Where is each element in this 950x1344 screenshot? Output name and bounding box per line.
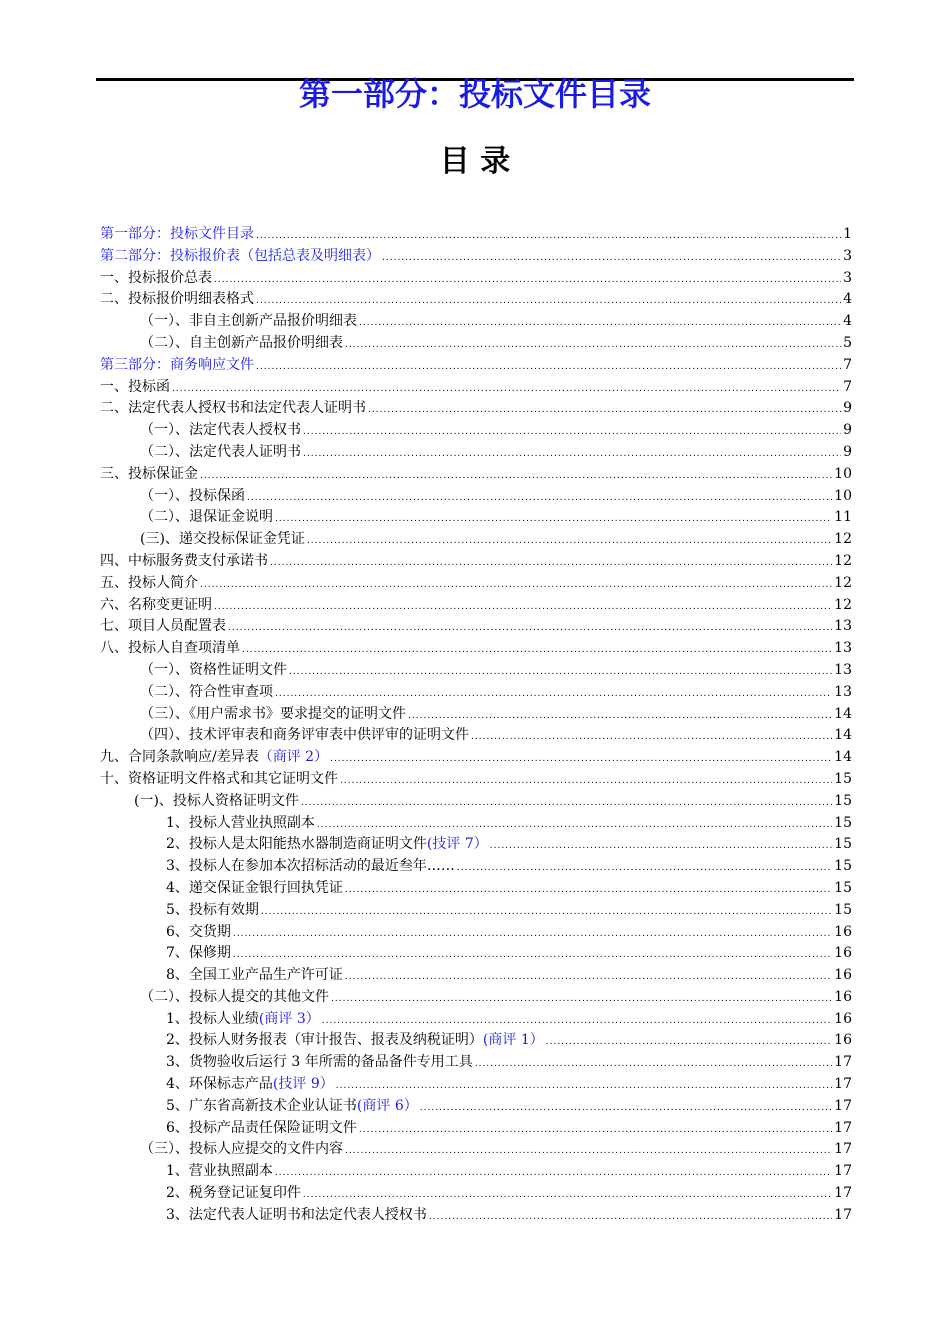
toc-entry-title: 1、营业执照副本 — [166, 1163, 273, 1180]
toc-dot-leader — [382, 248, 841, 270]
toc-page-number: 14 — [834, 705, 852, 722]
toc-entry-note: (商评 6） — [356, 1097, 418, 1114]
toc-entry[interactable] — [100, 704, 852, 726]
toc-page-number: 14 — [834, 749, 852, 766]
toc-dot-leader — [420, 1098, 832, 1120]
toc-entry-title: 第三部分：商务响应文件 — [100, 356, 254, 373]
toc-entry-title: 二、投标报价明细表格式 — [100, 291, 254, 308]
toc-page-number: 1 — [843, 226, 852, 242]
toc-page-number: 14 — [834, 727, 852, 744]
toc-entry-title: 5、投标有效期 — [166, 901, 259, 918]
toc-entry-title: (一)、投标人资格证明文件 — [134, 792, 299, 809]
toc-dot-leader — [270, 553, 832, 575]
toc-dot-leader — [307, 531, 832, 553]
toc-dot-leader — [228, 618, 832, 640]
toc-entry-title: 第二部分：投标报价表（包括总表及明细表） — [100, 247, 380, 264]
toc-dot-leader — [317, 815, 832, 837]
toc-heading: 目 录 — [439, 144, 511, 179]
toc-page-number: 17 — [834, 1097, 852, 1114]
toc-dot-leader — [275, 509, 832, 531]
toc-entry[interactable] — [100, 943, 852, 965]
toc-page-number: 17 — [834, 1163, 852, 1180]
toc-entry[interactable] — [100, 922, 852, 944]
toc-page-number: 17 — [834, 1206, 852, 1223]
toc-dot-leader — [546, 1032, 832, 1054]
toc-dot-leader — [242, 640, 832, 662]
toc-page-number: 17 — [834, 1119, 852, 1136]
toc-page-number: 15 — [834, 814, 852, 831]
toc-entry[interactable] — [100, 1139, 852, 1161]
toc-entry[interactable] — [100, 595, 852, 617]
toc-entry[interactable] — [100, 551, 852, 573]
toc-page-number: 9 — [843, 400, 852, 417]
toc-entry[interactable] — [100, 268, 852, 290]
toc-entry-title: 3、法定代表人证明书和法定代表人授权书 — [166, 1206, 427, 1223]
toc-dot-leader — [345, 967, 832, 989]
toc-entry-title: 2、税务登记证复印件 — [166, 1185, 301, 1202]
toc-entry[interactable] — [100, 442, 852, 464]
toc-page-number: 10 — [834, 465, 852, 482]
toc-page-number: 3 — [843, 247, 852, 264]
toc-entry-note: (商评 1） — [482, 1032, 544, 1049]
toc-entry[interactable] — [100, 1074, 852, 1096]
toc-page-number: 10 — [834, 487, 852, 504]
toc-page-number: 16 — [834, 923, 852, 940]
toc-entry[interactable] — [100, 573, 852, 595]
toc-dot-leader — [457, 858, 832, 880]
toc-page-number: 5 — [843, 334, 852, 351]
toc-entry-title: 十、资格证明文件格式和其它证明文件 — [100, 770, 338, 787]
toc-dot-leader — [275, 684, 832, 706]
toc-page-number: 17 — [834, 1141, 852, 1158]
toc-page-number: 15 — [834, 858, 852, 875]
toc-dot-leader — [256, 226, 841, 248]
toc-page-number: 17 — [834, 1185, 852, 1202]
toc-page-number: 9 — [843, 422, 852, 439]
toc-entry-title: 六、名称变更证明 — [100, 596, 212, 613]
toc-page-number: 12 — [834, 552, 852, 569]
toc-page-number: 16 — [834, 1010, 852, 1027]
toc-entry[interactable] — [100, 813, 852, 835]
toc-entry-title: 6、投标产品责任保险证明文件 — [166, 1119, 357, 1136]
toc-entry-title: （一）、法定代表人授权书 — [140, 422, 301, 439]
toc-page-number: 12 — [834, 596, 852, 613]
toc-entry[interactable] — [100, 333, 852, 355]
toc-entry-title: 3、投标人在参加本次招标活动的最近叁年…… — [166, 858, 455, 875]
toc-dot-leader — [256, 291, 841, 313]
toc-dot-leader — [336, 1076, 832, 1098]
toc-page-number: 16 — [834, 945, 852, 962]
toc-entry-title: 2、投标人是太阳能热水器制造商证明文件 — [166, 836, 427, 853]
toc-entry-title: 一、投标报价总表 — [100, 269, 212, 286]
toc-dot-leader — [368, 400, 841, 422]
toc-entry[interactable] — [100, 878, 852, 900]
toc-entry-title: 4、环保标志产品 — [166, 1076, 273, 1093]
toc-page-number: 12 — [834, 531, 852, 548]
toc-entry-title: 1、投标人营业执照副本 — [166, 814, 315, 831]
toc-page-number: 7 — [843, 378, 852, 395]
toc-entry-title: （二）、法定代表人证明书 — [140, 443, 301, 460]
toc-entry[interactable] — [100, 660, 852, 682]
toc-entry-title: 三、投标保证金 — [100, 465, 198, 482]
toc-entry[interactable] — [100, 900, 852, 922]
toc-entry[interactable] — [100, 398, 852, 420]
toc-page-number: 13 — [834, 640, 852, 657]
toc-page-number: 15 — [834, 792, 852, 809]
toc-entry-title: （二）、自主创新产品报价明细表 — [140, 334, 343, 351]
toc-entry-note: (技评 7） — [426, 836, 488, 853]
toc-dot-leader — [345, 335, 841, 357]
toc-dot-leader — [340, 771, 832, 793]
toc-dot-leader — [471, 727, 832, 749]
toc-dot-leader — [247, 488, 832, 510]
toc-entry-title: （一）、投标保函 — [140, 487, 245, 504]
toc-dot-leader — [330, 749, 832, 771]
toc-dot-leader — [429, 1207, 832, 1229]
toc-entry-title: 1、投标人业绩 — [166, 1010, 259, 1027]
toc-entry[interactable] — [100, 1030, 852, 1052]
toc-entry[interactable] — [100, 638, 852, 660]
toc-entry[interactable] — [100, 1009, 852, 1031]
toc-entry-title: （一）、非自主创新产品报价明细表 — [140, 313, 357, 330]
toc-entry-title: 4、递交保证金银行回执凭证 — [166, 879, 343, 896]
toc-dot-leader — [275, 1163, 832, 1185]
table-of-contents — [100, 224, 852, 1227]
toc-entry-title: 2、投标人财务报表（审计报告、报表及纳税证明） — [166, 1032, 483, 1049]
toc-page-number: 11 — [834, 509, 852, 526]
toc-dot-leader — [261, 902, 832, 924]
toc-entry[interactable] — [100, 791, 852, 813]
toc-dot-leader — [214, 270, 841, 292]
toc-entry-title: （一）、资格性证明文件 — [140, 661, 287, 678]
toc-page-number: 12 — [834, 574, 852, 591]
toc-entry-title: （二）、投标人提交的其他文件 — [140, 988, 329, 1005]
toc-dot-leader — [475, 1054, 832, 1076]
toc-entry-note: (技评 9） — [272, 1076, 334, 1093]
toc-entry-title: 四、中标服务费支付承诺书 — [100, 552, 268, 569]
toc-dot-leader — [172, 379, 841, 401]
toc-entry[interactable] — [100, 464, 852, 486]
toc-dot-leader — [303, 1185, 832, 1207]
toc-entry[interactable] — [100, 725, 852, 747]
toc-page-number: 15 — [834, 770, 852, 787]
toc-entry[interactable] — [100, 987, 852, 1009]
toc-entry[interactable] — [100, 289, 852, 311]
toc-entry[interactable] — [100, 616, 852, 638]
toc-entry[interactable] — [100, 377, 852, 399]
toc-page-number: 17 — [834, 1076, 852, 1093]
toc-entry-title: （三）、投标人应提交的文件内容 — [140, 1141, 343, 1158]
toc-dot-leader — [345, 880, 832, 902]
toc-entry-title: 一、投标函 — [100, 378, 170, 395]
toc-entry[interactable] — [100, 1052, 852, 1074]
toc-dot-leader — [200, 466, 832, 488]
toc-dot-leader — [359, 313, 841, 335]
toc-entry[interactable] — [100, 769, 852, 791]
toc-entry-title: （二）、退保证金说明 — [140, 509, 273, 526]
toc-dot-leader — [490, 836, 832, 858]
toc-entry-note: (商评 3） — [258, 1010, 320, 1027]
toc-entry[interactable] — [100, 856, 852, 878]
toc-entry[interactable] — [100, 834, 852, 856]
toc-dot-leader — [301, 793, 832, 815]
toc-page-number: 9 — [843, 443, 852, 460]
toc-dot-leader — [233, 924, 832, 946]
toc-entry-title: 3、货物验收后运行 3 年所需的备品备件专用工具 — [166, 1054, 473, 1071]
toc-entry-title: 五、投标人简介 — [100, 574, 198, 591]
toc-entry-title: （二）、符合性审查项 — [140, 683, 273, 700]
toc-dot-leader — [331, 989, 832, 1011]
toc-dot-leader — [214, 597, 832, 619]
toc-dot-leader — [233, 945, 832, 967]
toc-page-number: 17 — [834, 1054, 852, 1071]
toc-entry[interactable] — [100, 1118, 852, 1140]
toc-entry-title: 第一部分：投标文件目录 — [100, 226, 254, 242]
toc-page-number: 7 — [843, 356, 852, 373]
toc-dot-leader — [345, 1141, 832, 1163]
toc-dot-leader — [289, 662, 832, 684]
toc-dot-leader — [359, 1120, 832, 1142]
toc-entry[interactable] — [100, 486, 852, 508]
toc-entry[interactable] — [100, 507, 852, 529]
toc-entry[interactable] — [100, 224, 852, 246]
toc-entry[interactable] — [100, 965, 852, 987]
toc-entry-note: （商评 2） — [258, 749, 329, 766]
toc-entry[interactable] — [100, 246, 852, 268]
toc-dot-leader — [303, 422, 841, 444]
toc-entry[interactable] — [100, 682, 852, 704]
toc-dot-leader — [303, 444, 841, 466]
toc-dot-leader — [408, 706, 832, 728]
toc-page-number: 4 — [843, 291, 852, 308]
toc-entry-title: 6、交货期 — [166, 923, 231, 940]
toc-entry-title: 8、全国工业产品生产许可证 — [166, 967, 343, 984]
toc-page-number: 4 — [843, 313, 852, 330]
toc-entry[interactable] — [100, 1183, 852, 1205]
toc-entry[interactable] — [100, 311, 852, 333]
toc-page-number: 15 — [834, 901, 852, 918]
toc-page-number: 16 — [834, 988, 852, 1005]
toc-page-number: 16 — [834, 967, 852, 984]
toc-page-number: 13 — [834, 661, 852, 678]
toc-page-number: 15 — [834, 879, 852, 896]
toc-entry-title: （三）、《用户需求书》要求提交的证明文件 — [140, 705, 406, 722]
toc-page-number: 3 — [843, 269, 852, 286]
toc-entry[interactable] — [100, 1161, 852, 1183]
toc-entry-title: (三)、递交投标保证金凭证 — [140, 531, 305, 548]
toc-entry-title: 二、法定代表人授权书和法定代表人证明书 — [100, 400, 366, 417]
toc-entry[interactable] — [100, 1205, 852, 1227]
toc-entry[interactable] — [100, 420, 852, 442]
toc-entry[interactable] — [100, 1096, 852, 1118]
toc-entry-title: 九、合同条款响应/差异表 — [100, 749, 259, 766]
toc-entry-title: 八、投标人自查项清单 — [100, 640, 240, 657]
toc-dot-leader — [256, 357, 841, 379]
toc-page-number: 15 — [834, 836, 852, 853]
toc-entry[interactable] — [100, 355, 852, 377]
toc-dot-leader — [200, 575, 832, 597]
toc-entry-title: 5、广东省高新技术企业认证书 — [166, 1097, 357, 1114]
toc-entry-title: 七、项目人员配置表 — [100, 618, 226, 635]
toc-page-number: 16 — [834, 1032, 852, 1049]
toc-page-number: 13 — [834, 683, 852, 700]
toc-entry[interactable] — [100, 529, 852, 551]
part-title: 第一部分：投标文件目录 — [298, 75, 651, 113]
toc-page-number: 13 — [834, 618, 852, 635]
toc-entry[interactable] — [100, 747, 852, 769]
toc-entry-title: 7、保修期 — [166, 945, 231, 962]
toc-entry-title: （四）、技术评审表和商务评审表中供评审的证明文件 — [140, 727, 469, 744]
toc-dot-leader — [322, 1011, 832, 1033]
